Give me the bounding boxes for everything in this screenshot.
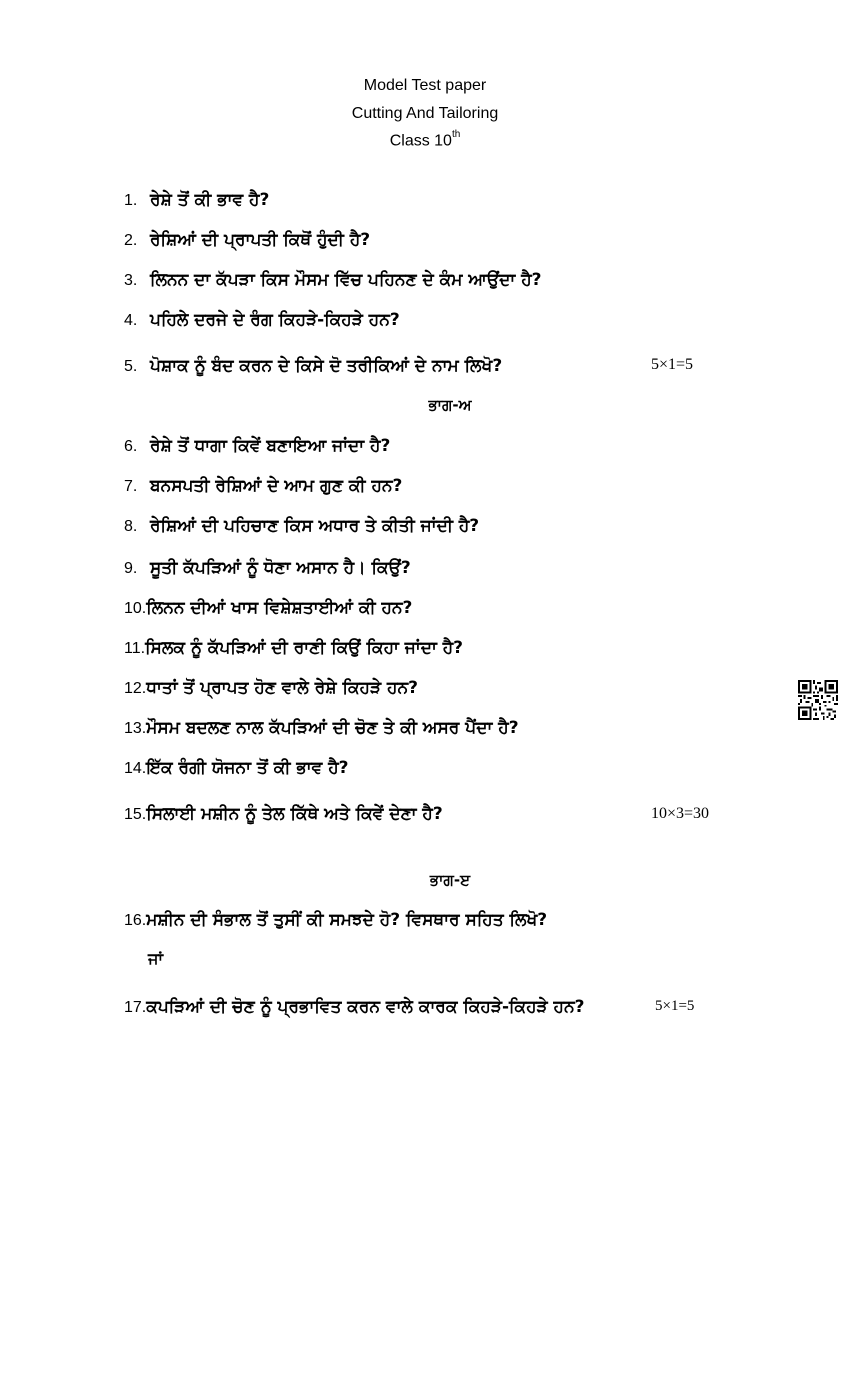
question-7: 7. ਬਨਸਪਤੀ ਰੇਸ਼ਿਆਂ ਦੇ ਆਮ ਗੁਣ ਕੀ ਹਨ? bbox=[124, 476, 403, 496]
question-13: 13.ਮੌਸਮ ਬਦਲਣ ਨਾਲ ਕੱਪੜਿਆਂ ਦੀ ਚੋਣ ਤੇ ਕੀ ਅਸਰ ਪੈਂਦਾ ਹੈ? bbox=[124, 718, 519, 738]
question-12: 12.ਧਾਤਾਂ ਤੋਂ ਪ੍ਰਾਪਤ ਹੋਣ ਵਾਲੇ ਰੇਸ਼ੇ ਕਿਹੜੇ ਹਨ? bbox=[124, 678, 418, 698]
paper-title: Model Test paper bbox=[363, 77, 487, 94]
section-a-heading: ਭਾਗ-ਅ bbox=[428, 396, 472, 414]
question-16: 16.ਮਸ਼ੀਨ ਦੀ ਸੰਭਾਲ ਤੋਂ ਤੁਸੀਂ ਕੀ ਸਮਝਦੇ ਹੋ? ਵਿਸਥਾਰ ਸਹਿਤ ਲਿਖੋ? bbox=[124, 910, 548, 930]
or-label: ਜਾਂ bbox=[148, 949, 163, 968]
marks-part-2: 10×3=30 bbox=[651, 805, 710, 822]
question-2: 2. ਰੇਸ਼ਿਆਂ ਦੀ ਪ੍ਰਾਪਤੀ ਕਿਥੋਂ ਹੁੰਦੀ ਹੈ? bbox=[124, 230, 371, 250]
question-9: 9. ਸੂਤੀ ਕੱਪੜਿਆਂ ਨੂੰ ਧੋਣਾ ਅਸਾਨ ਹੈ। ਕਿਉਂ? bbox=[124, 558, 411, 578]
question-10: 10.ਲਿਨਨ ਦੀਆਂ ਖਾਸ ਵਿਸ਼ੇਸ਼ਤਾਈਆਂ ਕੀ ਹਨ? bbox=[124, 598, 413, 618]
question-4: 4. ਪਹਿਲੇ ਦਰਜੇ ਦੇ ਰੰਗ ਕਿਹੜੇ-ਕਿਹੜੇ ਹਨ? bbox=[124, 310, 400, 330]
question-1: 1. ਰੇਸ਼ੇ ਤੋਂ ਕੀ ਭਾਵ ਹੈ? bbox=[124, 190, 270, 210]
section-b-heading: ਭਾਗ-ੲ bbox=[429, 871, 471, 889]
question-17: 17.ਕਪੜਿਆਂ ਦੀ ਚੋਣ ਨੂੰ ਪ੍ਰਭਾਵਿਤ ਕਰਨ ਵਾਲੇ ਕਾਰਕ ਕਿਹੜੇ-ਕਿਹੜੇ ਹਨ? bbox=[124, 997, 585, 1017]
question-15: 15.ਸਿਲਾਈ ਮਸ਼ੀਨ ਨੂੰ ਤੇਲ ਕਿੱਥੇ ਅਤੇ ਕਿਵੇਂ ਦੇਣਾ ਹੈ? bbox=[124, 804, 443, 824]
marks-part-1: 5×1=5 bbox=[651, 356, 694, 373]
question-6: 6. ਰੇਸ਼ੇ ਤੋਂ ਧਾਗਾ ਕਿਵੇਂ ਬਣਾਇਆ ਜਾਂਦਾ ਹੈ? bbox=[124, 436, 391, 456]
question-3: 3. ਲਿਨਨ ਦਾ ਕੱਪੜਾ ਕਿਸ ਮੌਸਮ ਵਿੱਚ ਪਹਿਨਣ ਦੇ ਕੰਮ ਆਉਂਦਾ ਹੈ? bbox=[124, 270, 542, 290]
question-5: 5. ਪੋਸ਼ਾਕ ਨੂੰ ਬੰਦ ਕਰਨ ਦੇ ਕਿਸੇ ਦੋ ਤਰੀਕਿਆਂ ਦੇ ਨਾਮ ਲਿਖੋ? bbox=[124, 356, 503, 376]
marks-part-3: 5×1=5 bbox=[655, 998, 695, 1014]
question-14: 14.ਇੱਕ ਰੰਗੀ ਯੋਜਨਾ ਤੋਂ ਕੀ ਭਾਵ ਹੈ? bbox=[124, 758, 349, 778]
subject-title: Cutting And Tailoring bbox=[351, 105, 499, 122]
class-label: Class 10th bbox=[389, 129, 461, 150]
question-8: 8. ਰੇਸ਼ਿਆਂ ਦੀ ਪਹਿਚਾਣ ਕਿਸ ਅਧਾਰ ਤੇ ਕੀਤੀ ਜਾਂਦੀ ਹੈ? bbox=[124, 516, 480, 536]
question-11: 11.ਸਿਲਕ ਨੂੰ ਕੱਪੜਿਆਂ ਦੀ ਰਾਣੀ ਕਿਉਂ ਕਿਹਾ ਜਾਂਦਾ ਹੈ? bbox=[124, 638, 464, 658]
qr-code-icon bbox=[798, 680, 838, 720]
